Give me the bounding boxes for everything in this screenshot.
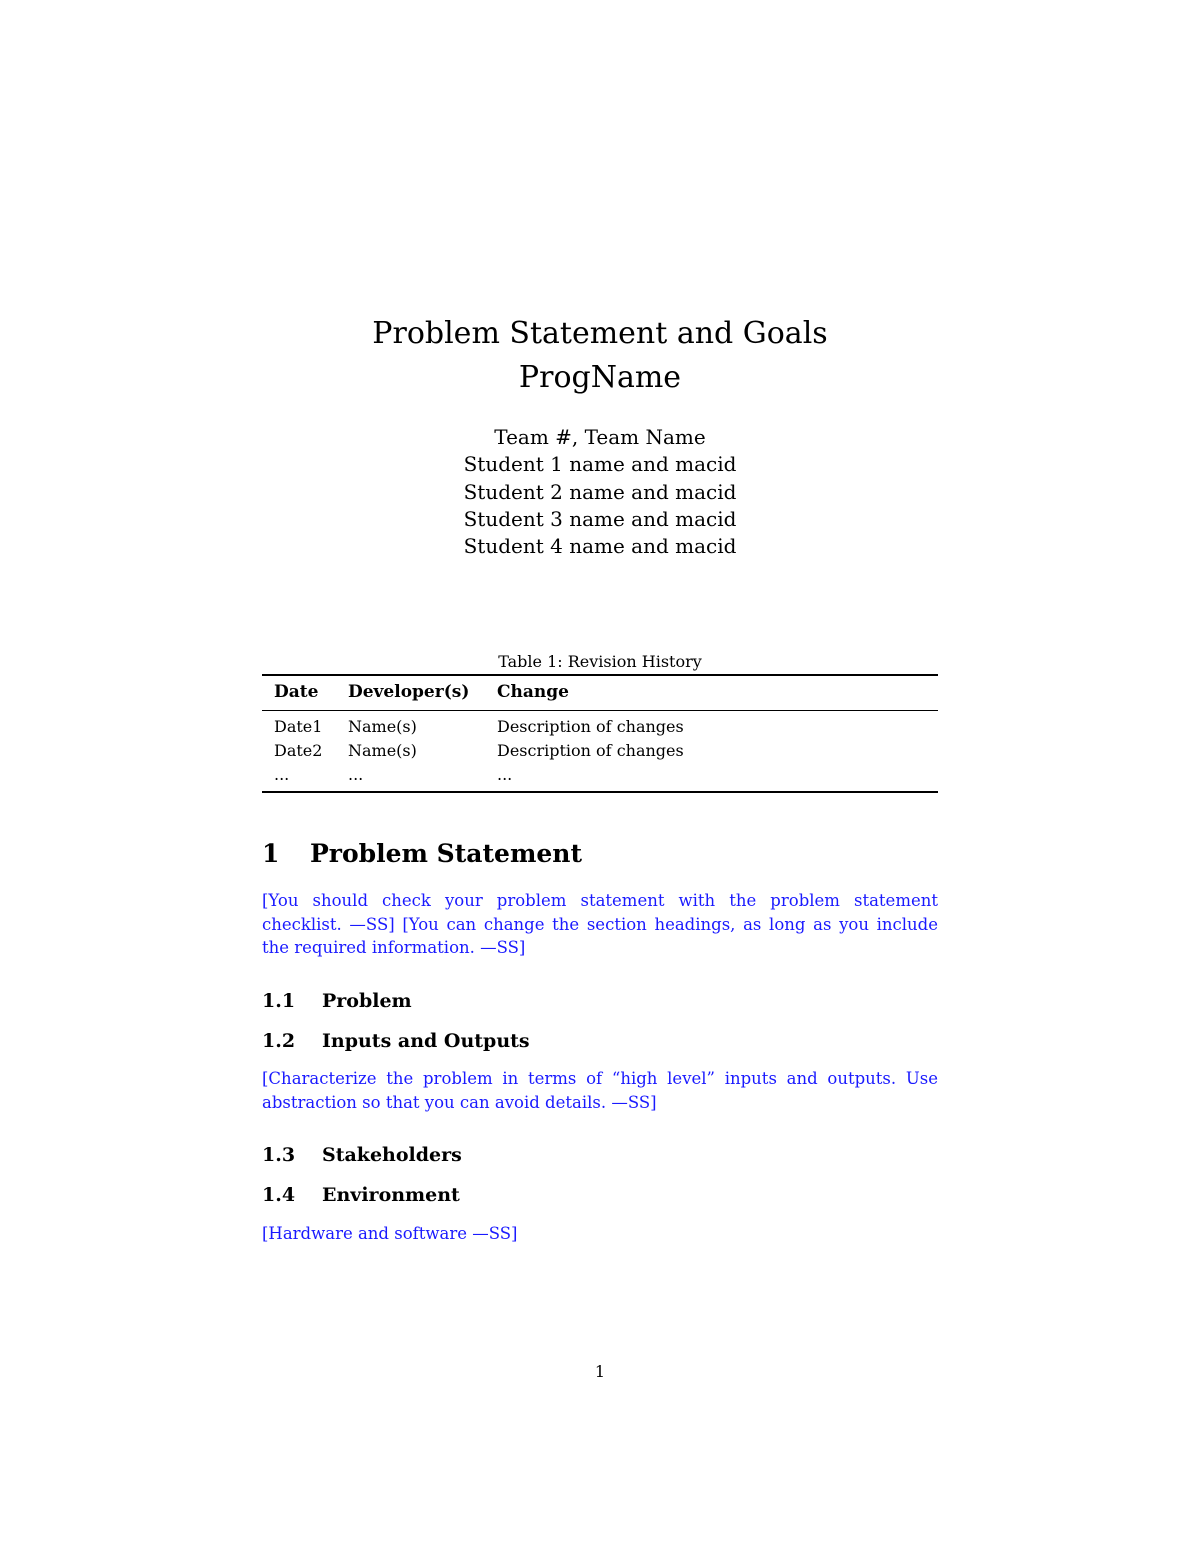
cell-date: Date2 [274,741,323,760]
page-number: 1 [594,1362,606,1381]
cell-developers: ... [336,763,485,792]
editor-note: [Characterize the problem in terms of “high level” inputs and outputs. Use abstraction so that you can avoid details. —SS] [262,1069,938,1112]
section-number: 1 [262,839,280,868]
team-line: Team #, Team Name [494,425,706,449]
author-line: Student 1 name and macid [463,452,737,477]
author-line: Student 2 name and macid [463,479,737,504]
table-caption: Table 1: Revision History [498,652,702,671]
subsection-heading-environment [262,1182,460,1208]
subsection-title: Environment [322,1184,460,1206]
subsection-title: Stakeholders [322,1144,462,1166]
subsection-heading-inputs-outputs [262,1028,530,1054]
subsection-number: 1.1 [262,990,296,1012]
document-title: Problem Statement and Goals [372,316,828,351]
editor-note: [You should check your problem statement with the problem statement checklist. —SS] [You can change the section headings, as long as you include the required information. —SS] [262,891,938,957]
subsection-number: 1.2 [262,1030,296,1052]
subsection-heading-problem [262,988,412,1014]
header-developers: Developer(s) [336,676,485,711]
cell-change: ... [485,763,938,792]
table-row [262,711,938,740]
author-line: Student 4 name and macid [463,534,737,559]
table-row [262,763,938,792]
subsection-title: Problem [322,990,412,1012]
section-title: Problem Statement [310,839,583,868]
cell-developers: Name(s) [348,717,417,736]
subsection-number: 1.3 [262,1144,296,1166]
editor-note: [Hardware and software —SS] [262,1224,518,1243]
cell-change: Description of changes [497,717,684,736]
subsection-number: 1.4 [262,1184,296,1206]
cell-date: ... [262,763,336,792]
table-row [262,739,938,763]
table-header-row [262,676,938,711]
cell-change: Description of changes [497,741,684,760]
subsection-heading-stakeholders [262,1142,462,1168]
cell-developers: Name(s) [348,741,417,760]
title-block [0,312,1200,400]
author-line: Student 3 name and macid [463,506,737,531]
section-heading-problem-statement [262,838,582,870]
header-date: Date [262,676,336,711]
program-name: ProgName [518,360,682,395]
subsection-title: Inputs and Outputs [322,1030,530,1052]
cell-date: Date1 [274,717,323,736]
author-list [0,424,1200,560]
revision-history-table [262,674,938,793]
header-change: Change [485,676,938,711]
